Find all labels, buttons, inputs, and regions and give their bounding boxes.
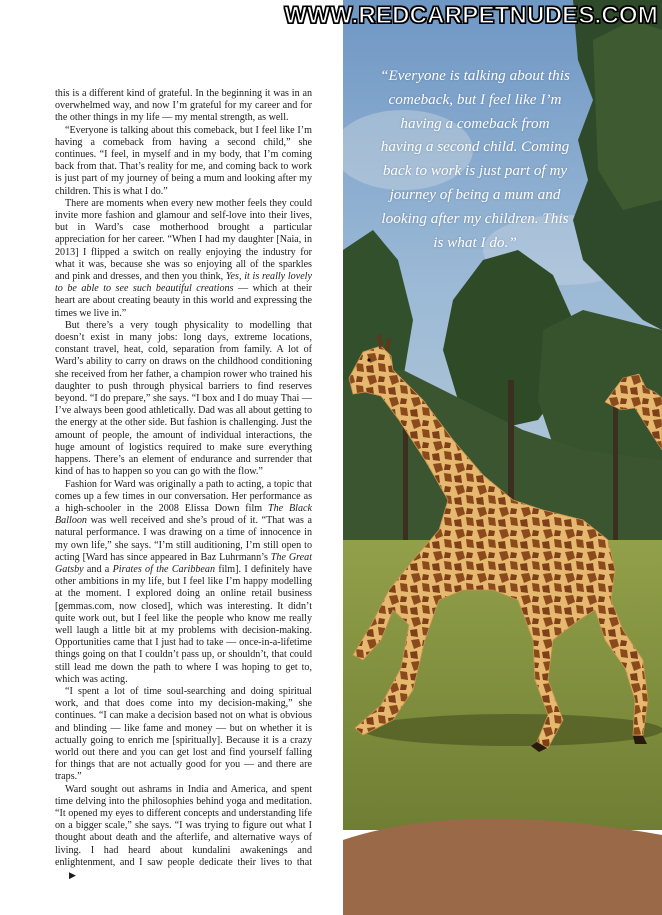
article-text: Fashion for Ward was originally a path to acting, a topic that comes up a few times in our conversation. Her performance as a high-schooler in the 2008 Elissa Down film — [55, 478, 312, 514]
article-body — [55, 88, 312, 882]
film-title: The Black Balloon — [55, 502, 312, 527]
giraffe-shadow — [363, 714, 662, 746]
article-text: — which at their heart are about creating beauty in this world and expressing the times we live in.” — [55, 283, 312, 319]
pull-quote: “Everyone is talking about this comeback, but I feel like I’m having a comeback from having a second child. Coming back to work is just part of my journey of being a mum and looking after my children. This is what I do.” — [380, 67, 570, 251]
article-paragraph — [55, 198, 312, 320]
film-title: Pirates of the Caribbean — [112, 563, 216, 575]
article-text: There are moments when every new mother feels they could invite more fashion and glamour and self-love into their lives, but in Ward’s case motherhood brought a particular appreciation for her career. “When I had my daughter [Naia, in 2013] I flipped a switch on really enjoying the industry for what it was, because she was so enjoying all of the sparkles and pink and dresses, and then you think, — [55, 197, 312, 283]
dirt-path — [343, 819, 662, 915]
film-title: The Great Gatsby — [55, 551, 312, 575]
article-paragraph — [55, 479, 312, 686]
article-text: and a — [86, 563, 110, 575]
article-text: Ward sought out ashrams in India and America, and spent time delving into the philosophies behind yoga and meditation. “It opened my eyes to different concepts and understanding life on a bigger scale,” she says. “I was trying to figure out what I thought about death and the afterlife, and alternative ways of living. I had heard about kundalini awakenings and enlightenment, and I saw people dedicate their lives to that — [55, 783, 312, 868]
article-text: was well received and she’s proud of it. “That was a natural performance. I was drawing on a time of innocence in my own life,” she says. “I’m still auditioning, I’m still open to acting [Ward has since appeared in Baz Luhrmann’s — [55, 515, 312, 563]
article-paragraph: But there’s a very tough physicality to modelling that doesn’t exist in many jobs: long days, extreme locations, constant travel, heat, cold, separation from family. A lot of Ward’s ability to carry on draws on the childhood conditioning she received from her father, a champion rower who trained his daughter to push through physical barriers to find reserves beyond. “I do prepare,” she says. “I box and I do muay Thai — I’ve always been good athletically. Dad was all about getting to the energy at the other side. But fashion is challenging. Just the amount of people, the amount of individual interactions, the huge amount of logistics required to make sure everything happens. There’s an element of endurance and surrender that kind of has to happen so you can go with the flow.” — [55, 319, 312, 478]
article-paragraph — [55, 784, 312, 883]
article-text: film]. I definitely have other ambitions in my life, but I feel like I’m happy modelling at the moment. I explored doing an online retail business [gemmas.com, now closed], which was interesting. It didn’t quite work out, but I feel like the people who know me really well laugh a little bit at my problems with decision-making. Opportunities came that I just had to take — once-in-a-lifetime things going on that I couldn’t pass up, or shouldn’t, that could still lead me down the path to where I was hoping to get to, which was acting. — [55, 563, 313, 685]
site-watermark: WWW.REDCARPETNUDES.COM — [284, 2, 658, 29]
article-paragraph: this is a different kind of grateful. In the beginning it was in an overwhelmed way, and now I’m grateful for my career and for the other things in my life — my mental strength, as well. — [55, 88, 312, 124]
article-paragraph: “I spent a lot of time soul-searching and doing spiritual work, and that does come into my decision-making,” she continues. “I can make a decision based not on what is obvious and blinding — like fame and money — but on whether it is actually going to enrich me [spiritually]. Because it is a crazy world out there and you can get lost and find yourself falling for things that are not actually good for you — and there are traps.” — [55, 685, 312, 783]
article-paragraph: “Everyone is talking about this comeback, but I feel like I’m having a comeback from having a second child,” she continues. “I feel, in myself and in my body, that I’m coming back from that. That’s reality for me, and coming back to work is just part of my journey of being a mum and looking after my children. This is what I do.” — [55, 124, 312, 197]
article-italic-text: Yes, it is really lovely to be able to see such beautiful creations — [55, 271, 312, 295]
continue-arrow-icon: ▶ — [69, 870, 76, 880]
